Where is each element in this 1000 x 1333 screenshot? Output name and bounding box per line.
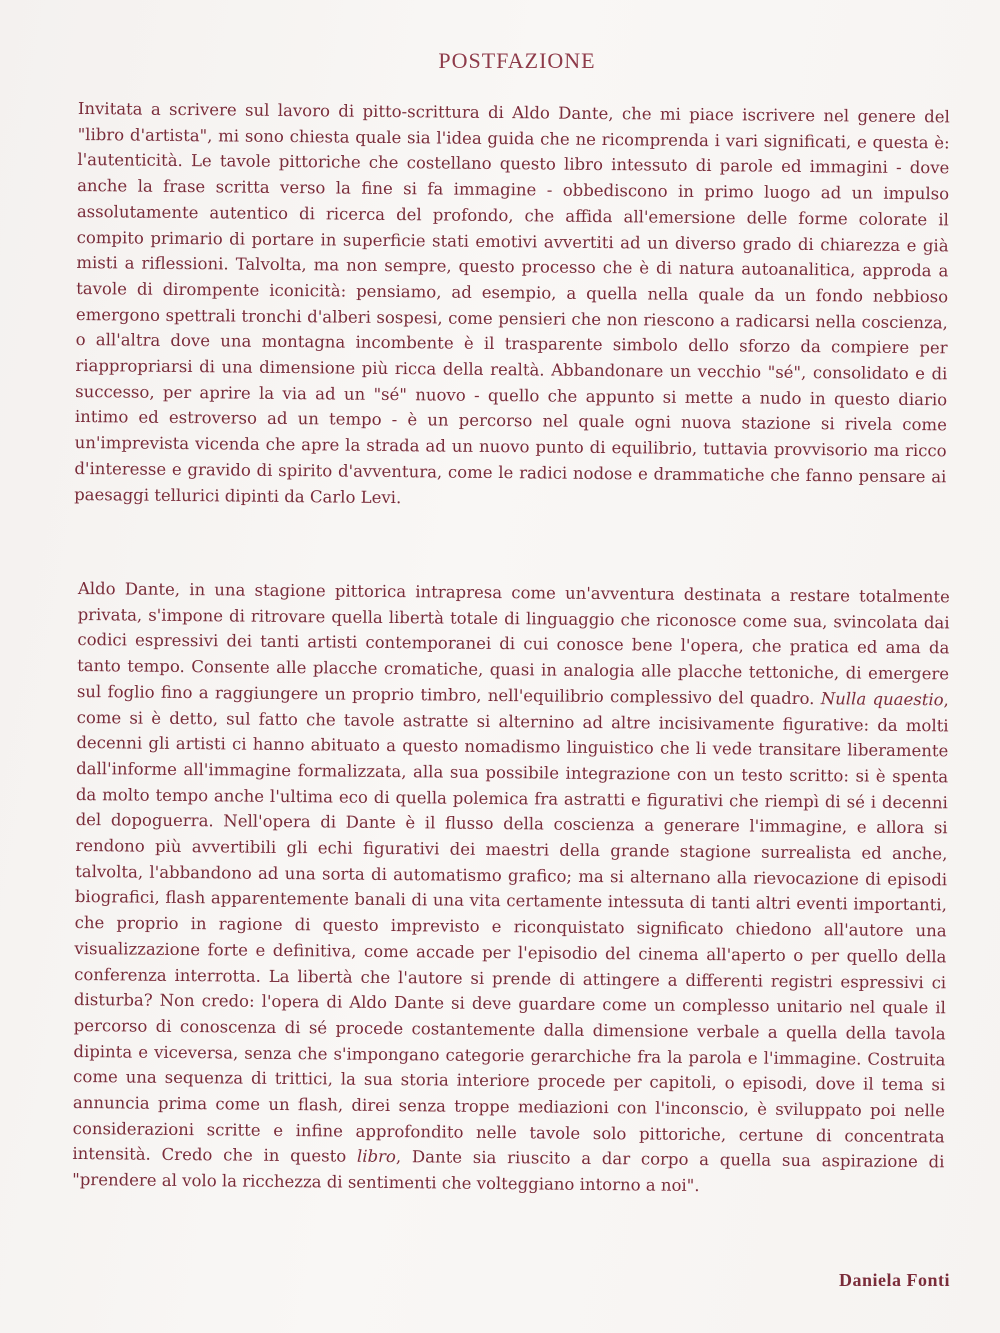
body-text bbox=[72, 96, 950, 1196]
paragraph-2 bbox=[72, 576, 950, 1201]
paragraph-2-text bbox=[72, 576, 950, 1201]
page-title: POSTFAZIONE bbox=[438, 48, 596, 73]
paragraph-2-part-3: , Dante sia riuscito a dar corpo a quella sua aspirazione di "prendere al volo la ricchezza di sentimenti che volteggiano intorno a noi". bbox=[72, 1147, 945, 1196]
paragraph-1-text: Invitata a scrivere sul lavoro di pitto-scrittura di Aldo Dante, che mi piace iscrivere nel genere del "libro d'artista", mi sono chiesta quale sia l'idea guida che ne ricomprenda i vari significati, e questa è: l'autenticità. Le tavole pittoriche che costellano questo libro intessuto di parole ed immagini - dove anche la frase scritta verso la fine si fa immagine - obbediscono in primo luogo ad un impulso assolutamente autentico di ricerca del profondo, che affida all'emersione delle forme colorate il compito primario di portare in superficie stati emotivi avvertiti ad un diverso grado di chiarezza e già misti a riflessioni. Talvolta, ma non sempre, questo processo che è di natura autoanalitica, approda a tavole di dirompente iconicità: pensiamo, ad esempio, a quella nella quale da un fondo nebbioso emergono spettrali tronchi d'alberi sospesi, come pensieri che non riescono a radicarsi nella coscienza, o all'altra dove una montagna incombente è il trasparente simbolo dello sforzo da compiere per riappropriarsi di una dimensione più ricca della realtà. Abbandonare un vecchio "sé", consolidato e di successo, per aprire la via ad un "sé" nuovo - quello che appunto si mette a nudo in questo diario intimo ed estroverso ad un tempo - è un percorso nel quale ogni nuova stazione si rivela come un'imprevista vicenda che apre la strada ad un nuovo punto di equilibrio, tuttavia provvisorio ma ricco d'interesse e gravido di spirito d'avventura, come le radici nodose e drammatiche che fanno pensare ai paesaggi tellurici dipinti da Carlo Levi. bbox=[74, 98, 950, 507]
paragraph-2-italic-libro: libro bbox=[356, 1147, 397, 1167]
paragraph-2-part-2: , come si è detto, sul fatto che tavole astratte si alternino ad altre incisivamente figurative: da molti decenni gli artisti ci hanno abituato a questo nomadismo linguistico che li vede transitare liberamente dall'informe all'immagine formalizzata, alla sua possibile integrazione con un testo scritto: si è spenta da molto tempo anche l'ultima eco di quella polemica fra astratti e figurativi che riempì di sé i decenni del dopoguerra. Nell'opera di Dante è il flusso della coscienza a generare l'immagine, e allora si rendono più avvertibili gli echi figurativi dei maestri della grande stagione surrealista ed anche, talvolta, l'abbandono ad una sorta di automatismo grafico; ma si alternano alla rievocazione di episodi biografici, flash apparentemente banali di una vita certamente intessuta di tanti altri eventi importanti, che proprio in ragione di questo imprevisto e riconquistato significato chiedono all'autore una visualizzazione forte e definitiva, come accade per l'episodio del cinema all'aperto o per quello della conferenza interrotta. La libertà che l'autore si prende di attingere a differenti registri espressivi ci disturba? Non credo: l'opera di Aldo Dante si deve guardare come un complesso unitario nel quale il percorso di conoscenza di sé procede costantemente dalla dimensione verbale a quella della tavola dipinta e viceversa, senza che s'impongano categorie gerarchiche fra la parola e l'immagine. Costruita come una sequenza di trittici, la sua storia interiore procede per capitoli, o episodi, dove il tema si annuncia prima come un flash, direi senza troppe mediazioni con l'inconscio, è sviluppato poi nelle considerazioni scritte e infine approfondito nelle tavole solo pittoriche, certune di concentrata intensità. Credo che in questo bbox=[72, 690, 949, 1167]
author-signature: Daniela Fonti bbox=[838, 1270, 950, 1290]
paragraph-2-italic-nulla-quaestio: Nulla quaestio bbox=[820, 688, 944, 710]
paragraph-1 bbox=[74, 96, 950, 516]
paragraph-2-part-1: Aldo Dante, in una stagione pittorica intrapresa come un'avventura destinata a restare totalmente privata, s'impone di ritrovare quella libertà totale di linguaggio che riconosce come sua, svincolata dai codici espressivi dei tanti artisti contemporanei di cui conosce bene l'opera, che pratica ed ama da tanto tempo. Consente alle placche cromatiche, quasi in analogia alle placche tettoniche, di emergere sul foglio fino a raggiungere un proprio timbro, nell'equilibrio complessivo del quadro. bbox=[76, 578, 950, 708]
